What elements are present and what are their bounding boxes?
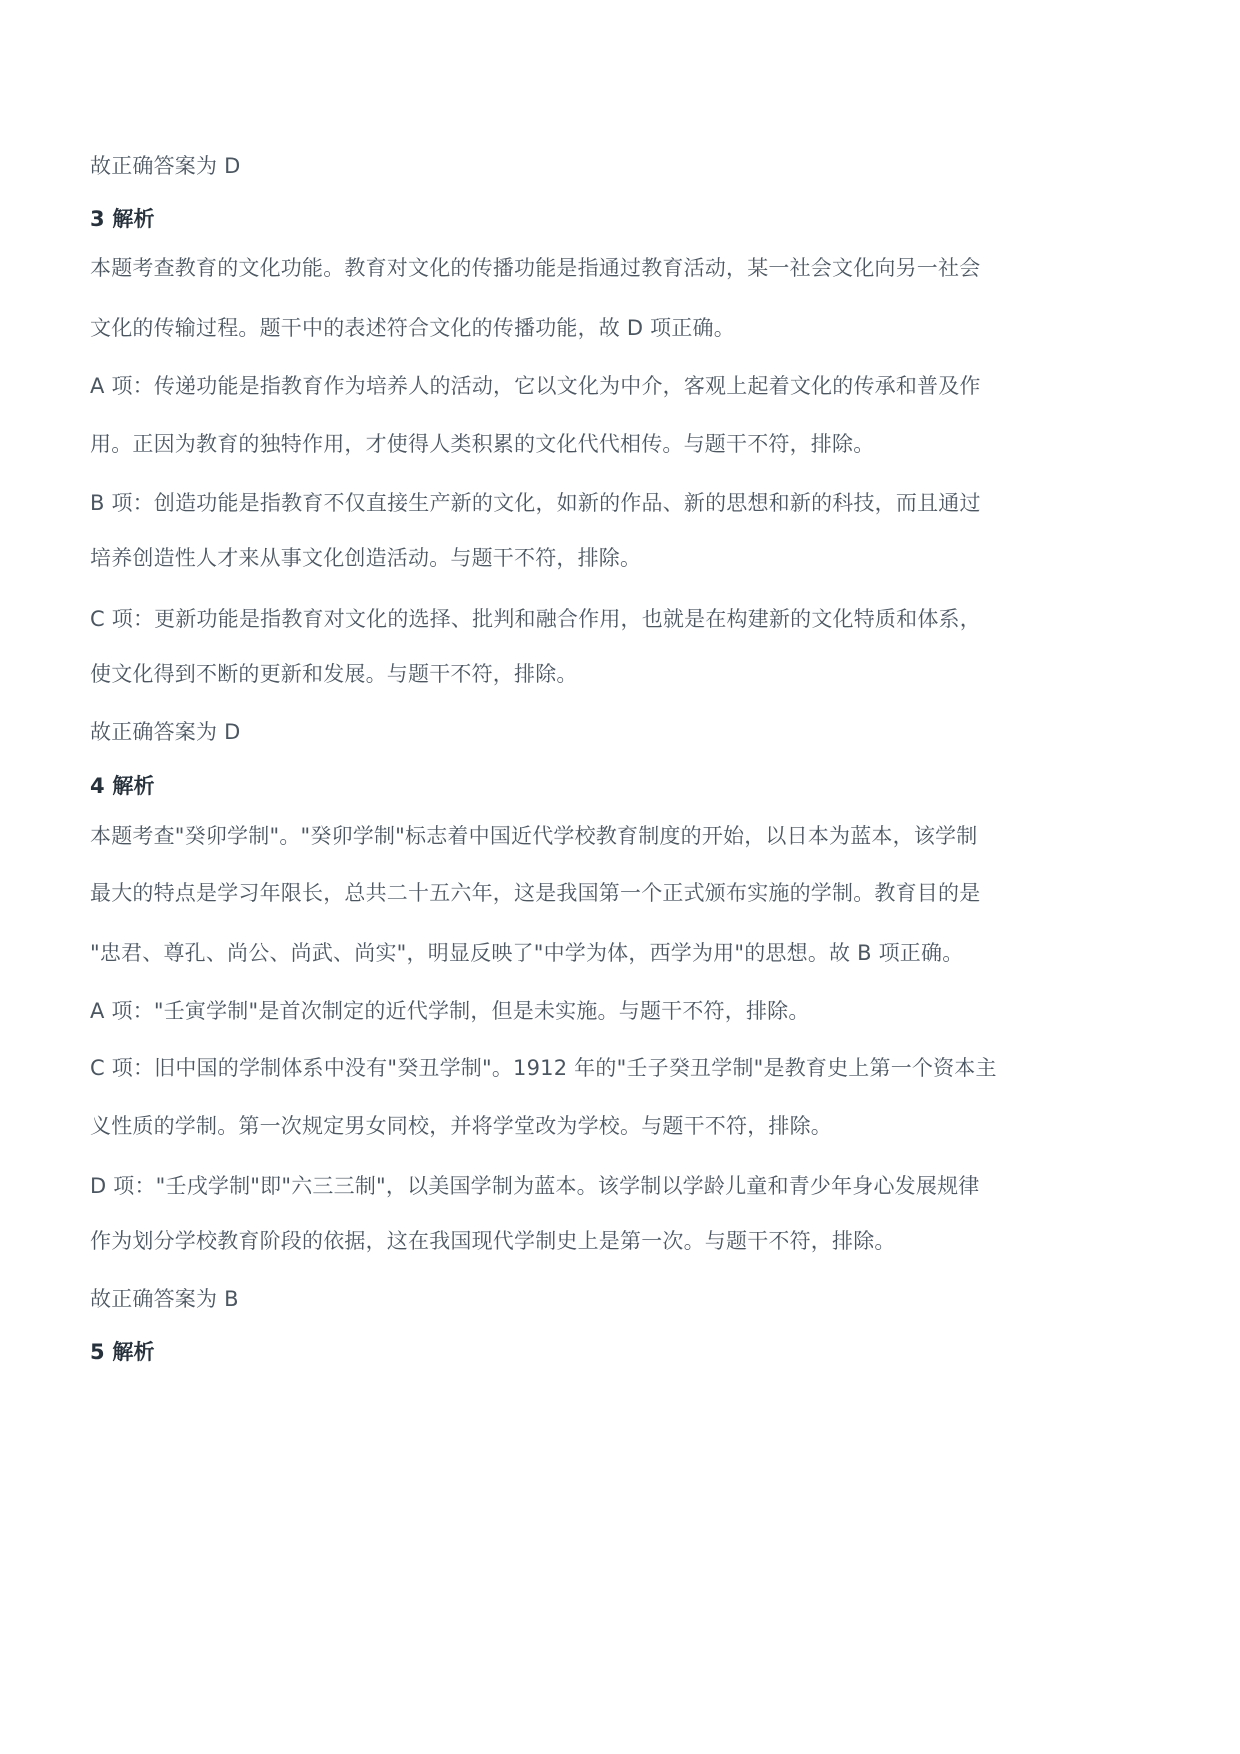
option-a-line: A 项：传递功能是指教育作为培养人的活动，它以文化为中介，客观上起着文化的传承和普及作 [90, 374, 981, 398]
section-heading: 4 解析 [90, 774, 155, 798]
option-d-line: D 项："壬戌学制"即"六三三制"，以美国学制为蓝本。该学制以学龄儿童和青少年身心发展规律 [90, 1174, 980, 1198]
option-c-line: C 项：旧中国的学制体系中没有"癸丑学制"。1912 年的"壬子癸丑学制"是教育史上第一个资本主 [90, 1056, 997, 1080]
section-heading: 5 解析 [90, 1340, 155, 1364]
paragraph-line: 使文化得到不断的更新和发展。与题干不符，排除。 [90, 662, 578, 686]
answer-line: 故正确答案为 B [90, 1287, 239, 1311]
option-c-line: C 项：更新功能是指教育对文化的选择、批判和融合作用，也就是在构建新的文化特质和体系， [90, 607, 981, 631]
paragraph-line: 作为划分学校教育阶段的依据，这在我国现代学制史上是第一次。与题干不符，排除。 [90, 1229, 896, 1253]
section-heading: 3 解析 [90, 207, 155, 231]
paragraph-line: 文化的传输过程。题干中的表述符合文化的传播功能，故 D 项正确。 [90, 316, 735, 340]
paragraph-line: 培养创造性人才来从事文化创造活动。与题干不符，排除。 [90, 546, 642, 570]
option-a-line: A 项："壬寅学制"是首次制定的近代学制，但是未实施。与题干不符，排除。 [90, 999, 810, 1023]
paragraph-line: 义性质的学制。第一次规定男女同校，并将学堂改为学校。与题干不符，排除。 [90, 1114, 832, 1138]
answer-line: 故正确答案为 D [90, 154, 241, 178]
paragraph-line: 最大的特点是学习年限长，总共二十五六年，这是我国第一个正式颁布实施的学制。教育目的是 [90, 881, 981, 905]
paragraph-line: 本题考查"癸卯学制"。"癸卯学制"标志着中国近代学校教育制度的开始，以日本为蓝本，该学制 [90, 824, 978, 848]
answer-line: 故正确答案为 D [90, 720, 241, 744]
paragraph-line: 用。正因为教育的独特作用，才使得人类积累的文化代代相传。与题干不符，排除。 [90, 432, 875, 456]
paragraph-line: "忠君、尊孔、尚公、尚武、尚实"，明显反映了"中学为体，西学为用"的思想。故 B 项正确。 [90, 941, 964, 965]
paragraph-line: 本题考查教育的文化功能。教育对文化的传播功能是指通过教育活动，某一社会文化向另一社会 [90, 256, 981, 280]
option-b-line: B 项：创造功能是指教育不仅直接生产新的文化，如新的作品、新的思想和新的科技，而且通过 [90, 491, 981, 515]
